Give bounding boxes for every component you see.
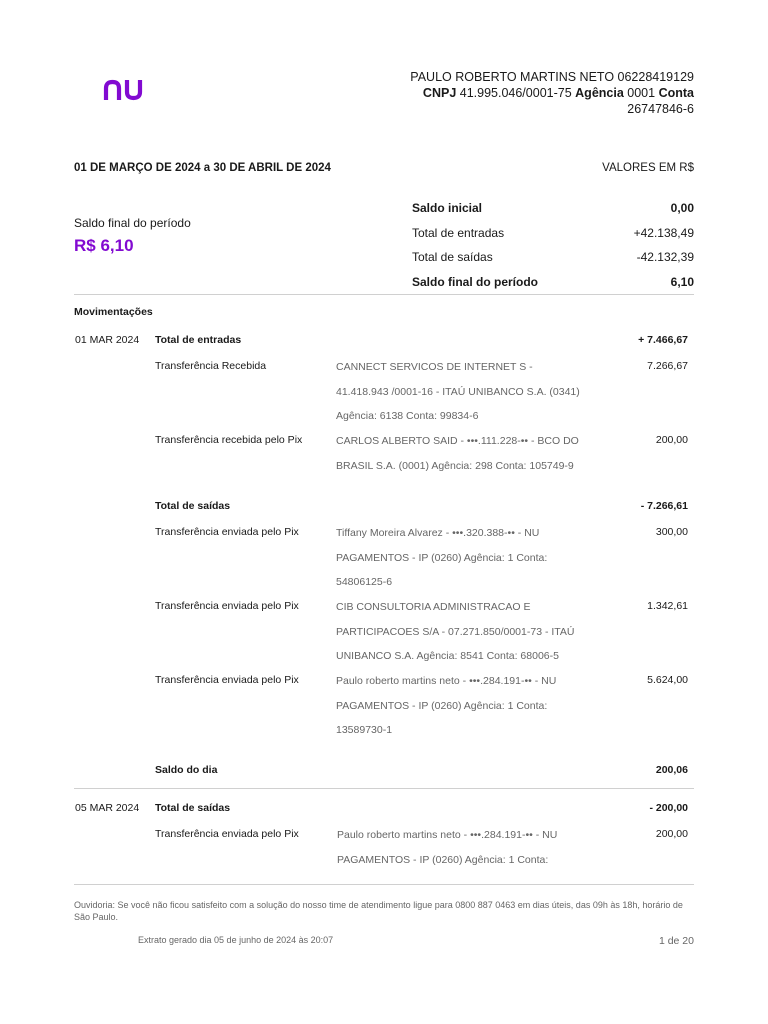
account-info	[410, 69, 694, 117]
out-total-label: Total de saídas	[155, 802, 231, 814]
summary-value: +42.138,49	[633, 225, 694, 240]
nubank-logo-icon	[103, 79, 147, 101]
cnpj-value: 41.995.046/0001-75	[459, 86, 572, 100]
transaction-amount: 5.624,00	[647, 674, 688, 686]
transaction-desc: Transferência enviada pelo Pix	[155, 600, 299, 612]
summary-row	[412, 196, 694, 221]
out-total-label: Total de saídas	[155, 500, 231, 512]
transaction-desc: Transferência enviada pelo Pix	[155, 674, 299, 686]
transaction-amount: 200,00	[655, 434, 688, 446]
summary-label: Total de entradas	[412, 225, 505, 240]
conta-value: 26747846-6	[627, 102, 694, 116]
out-total-value: - 200,00	[649, 802, 688, 814]
ombudsman-note: Ouvidoria: Se você não ficou satisfeito com a solução do nosso time de atendimento ligue para 0800 887 0463 em dias úteis, das 09h às 18h, horário de São Paulo.	[74, 900, 683, 922]
day-date: 05 MAR 2024	[75, 802, 140, 814]
period-row	[74, 162, 694, 174]
nubank-logo	[103, 79, 147, 106]
generated-date: Extrato gerado dia 05 de junho de 2024 às 20:07	[138, 935, 334, 945]
currency-note: VALORES EM R$	[602, 162, 694, 174]
summary-label: Saldo final do período	[412, 274, 538, 289]
final-balance-label: Saldo final do período	[74, 216, 191, 230]
in-total-value: + 7.466,67	[638, 334, 688, 346]
transaction-detail: CANNECT SERVICOS DE INTERNET S - 41.418.943 /0001-16 - ITAÚ UNIBANCO S.A. (0341) Agência: 6138 Conta: 99834-6	[336, 361, 580, 422]
period-title: 01 DE MARÇO DE 2024 a 30 DE ABRIL DE 2024	[74, 162, 331, 174]
transaction-detail: CIB CONSULTORIA ADMINISTRACAO E PARTICIPACOES S/A - 07.271.850/0001-73 - ITAÚ UNIBANCO S.A. Agência: 8541 Conta: 68006-5	[336, 601, 575, 662]
transaction-desc: Transferência enviada pelo Pix	[155, 526, 299, 538]
transaction-desc: Transferência Recebida	[155, 360, 267, 372]
in-total-label: Total de entradas	[155, 334, 242, 346]
transaction-detail: CARLOS ALBERTO SAID - •••.111.228-•• - BCO DO BRASIL S.A. (0001) Agência: 298 Conta: 105749-9	[336, 435, 579, 472]
summary-label: Saldo inicial	[412, 201, 483, 216]
summary-label: Total de saídas	[412, 250, 493, 265]
transaction-amount: 300,00	[655, 526, 688, 538]
account-holder: PAULO ROBERTO MARTINS NETO 06228419129	[410, 70, 694, 84]
day-balance-value: 200,06	[655, 764, 688, 776]
transaction-detail: Paulo roberto martins neto - •••.284.191-•• - NU PAGAMENTOS - IP (0260) Agência: 1 Conta: 13589730-1	[336, 675, 557, 736]
summary-row	[412, 221, 694, 246]
transaction-amount: 7.266,67	[647, 360, 688, 372]
day-date: 01 MAR 2024	[75, 334, 140, 346]
transaction-amount: 200,00	[655, 828, 688, 840]
summary-row	[412, 270, 694, 295]
out-total-value: - 7.266,61	[640, 500, 688, 512]
footer-divider	[74, 884, 694, 885]
summary-table	[412, 196, 694, 294]
cnpj-label: CNPJ	[422, 86, 457, 100]
transaction-desc: Transferência recebida pelo Pix	[155, 434, 303, 446]
movements-title: Movimentações	[74, 306, 153, 318]
day-divider	[74, 788, 694, 789]
page-indicator: 1 de 20	[658, 935, 694, 947]
summary-row	[412, 245, 694, 270]
summary-value: -42.132,39	[636, 250, 694, 265]
transaction-amount: 1.342,61	[647, 600, 688, 612]
transaction-desc: Transferência enviada pelo Pix	[155, 828, 299, 840]
summary-value: 6,10	[670, 274, 694, 289]
final-balance-value: R$ 6,10	[74, 236, 134, 255]
account-numbers	[410, 85, 694, 101]
transaction-detail: Paulo roberto martins neto - •••.284.191-•• - NU PAGAMENTOS - IP (0260) Agência: 1 Conta:	[337, 829, 558, 866]
final-balance-box	[74, 216, 191, 256]
day-balance-label: Saldo do dia	[155, 764, 218, 776]
conta-label: Conta	[658, 86, 694, 100]
summary-value: 0,00	[670, 201, 694, 216]
section-divider	[74, 294, 694, 295]
agencia-label: Agência	[575, 86, 624, 100]
transaction-detail: Tiffany Moreira Alvarez - •••.320.388-•• - NU PAGAMENTOS - IP (0260) Agência: 1 Conta: 54806125-6	[336, 527, 548, 588]
agencia-value: 0001	[627, 86, 656, 100]
